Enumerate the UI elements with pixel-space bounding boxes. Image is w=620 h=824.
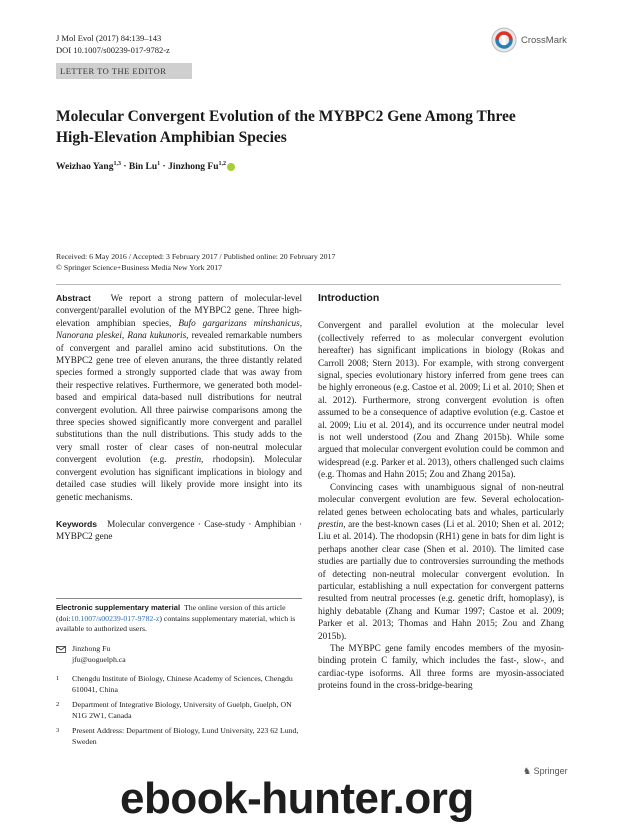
divider xyxy=(56,284,561,285)
author-separator: · xyxy=(160,162,169,173)
author-name[interactable]: Jinzhong Fu xyxy=(168,162,219,173)
paragraph: Convergent and parallel evolution at the molecular level (collectively referred to as molecular convergent evolution hereafter) has significant implications in biology (Rokas and Carroll 2008; Stern 2013). For example, with strong convergent signal, species evolutionary history inferred from gene trees can be highly erroneous (e.g. Castoe et al. 2009; Li et al. 2010; Shen et al. 2012). Furthermore, strong convergent evolution is often assumed to be a consequence of adaptive evolution (e.g. Castoe et al. 2009; Liu et al. 2014), and its occurrence under neutral model is not well understood (Zou and Zhang 2015b). While some argued that molecular convergent evolution could be common and widespread (e.g. Parker et al. 2013), others challenged such claims (e.g. Thomas and Hahn 2015; Zou and Zhang 2015a). xyxy=(318,320,564,480)
corresponding-author: Jinzhong Fu xyxy=(72,644,111,653)
affiliation-2 xyxy=(56,700,302,721)
abstract-text: We report a strong pattern of molecular-level convergent/parallel evolution of the MYBPC2 gene. Three high-elevation amphibian species, xyxy=(56,293,302,328)
paragraph: The MYBPC gene family encodes members of the myosin-binding protein C family, which includes the fast-, slow-, and cardiac-type isoforms. All three forms are myosin-associated proteins found in the cross-bridge-bearing xyxy=(318,642,564,691)
author-list xyxy=(56,161,235,172)
journal-citation: J Mol Evol (2017) 84:139–143 xyxy=(56,33,162,43)
paragraph-text: Convincing cases with unambiguous signal of non-neutral molecular convergent evolution are few. Several echolocation-related genes between echolocating bats and whales, particularly xyxy=(318,481,564,517)
abstract-column xyxy=(56,292,302,543)
esm-text: ) contains supplementary material, which is available to authorized users. xyxy=(56,613,296,633)
crossmark-badge[interactable] xyxy=(491,27,567,53)
paragraph-text: , are the best-known cases (Li et al. 2010; Shen et al. 2012; Liu et al. 2014). The rhodopsin (RH1) gene in bats for dim light is perhaps another clear case (Shen et al. 2010). The limited case studies are partially due to controversies surrounding the methods of detecting non-neutral molecular convergent evolution. In particular, establishing a null expectation for convergent patterns resulted from neutral processes (e.g. genetic drift, homoplasy), is highly debatable (Zhang and Kumar 1997; Castoe et al. 2009; Parker et al. 2013; Thomas and Hahn 2015; Zou and Zhang 2015b). xyxy=(318,518,564,641)
affiliation-ref[interactable]: 1,3 xyxy=(113,161,121,167)
author-name[interactable]: Weizhao Yang xyxy=(56,162,114,173)
publication-dates xyxy=(56,252,335,273)
esm-label: Electronic supplementary material xyxy=(56,603,181,612)
envelope-icon xyxy=(56,646,66,653)
watermark: ebook-hunter.org xyxy=(120,774,474,823)
springer-label: Springer xyxy=(533,766,568,776)
affiliation-text: Present Address: Department of Biology, Lund University, 223 62 Lund, Sweden xyxy=(72,726,299,746)
affiliation-1 xyxy=(56,674,302,695)
affiliation-ref[interactable]: 1,2 xyxy=(218,161,226,167)
affiliation-text: Department of Integrative Biology, University of Guelph, Guelph, ON N1G 2W1, Canada xyxy=(72,700,292,720)
author-name[interactable]: Bin Lu xyxy=(128,162,158,173)
affiliation-number: 2 xyxy=(56,701,60,708)
journal-header xyxy=(56,32,170,56)
crossmark-icon xyxy=(491,27,517,53)
author-separator: · xyxy=(120,162,129,173)
supplementary-note xyxy=(56,603,302,635)
affiliation-3 xyxy=(56,726,302,747)
copyright-line: © Springer Science+Business Media New York 2017 xyxy=(56,262,223,272)
keywords-text: Molecular convergence · Case-study · Amphibian · MYBPC2 gene xyxy=(56,518,302,542)
doi-link[interactable]: 10.1007/s00239-017-9782-z xyxy=(70,613,160,623)
correspondence xyxy=(56,644,302,665)
keywords-label: Keywords xyxy=(56,518,98,529)
footnote-divider xyxy=(56,598,302,599)
crossmark-label: CrossMark xyxy=(521,34,567,46)
abstract-label: Abstract xyxy=(56,293,91,303)
affiliation-text: Chengdu Institute of Biology, Chinese Academy of Sciences, Chengdu 610041, China xyxy=(72,674,293,694)
introduction-column xyxy=(318,292,564,692)
keywords xyxy=(56,518,302,543)
abstract-text: , revealed remarkable numbers of convergent and parallel amino acid substitutions. On the MYBPC2 gene tree of eleven anurans, the three distantly related species formed a strongly supported clade that was away from their respective relatives. Furthermore, we generated both model-based and empirical data-based null distributions for neutral convergent evolution. All three pairwise comparisons among the three species showed significantly more convergent and parallel substitutions than the null distributions. This study adds to the very small roster of clear cases of non-neutral molecular convergent evolution (e.g. xyxy=(56,330,302,465)
species-names: Bufo gargarizans minshanicus, Nanorana pleskei, Rana kukunoris xyxy=(56,317,302,341)
affiliation-number: 1 xyxy=(56,675,60,682)
esm-text: The online version of this article (doi: xyxy=(56,603,286,623)
affiliation-ref[interactable]: 1 xyxy=(157,161,161,167)
affiliation-number: 3 xyxy=(56,727,60,734)
history-dates: Received: 6 May 2016 / Accepted: 3 February 2017 / Published online: 20 February 2017 xyxy=(56,252,336,261)
doi-line: DOI 10.1007/s00239-017-9782-z xyxy=(56,45,170,55)
orcid-icon[interactable] xyxy=(227,163,235,171)
article-title: Molecular Convergent Evolution of the MYBPC2 Gene Among Three High-Elevation Amphibian Species xyxy=(56,108,516,146)
section-tag: LETTER TO THE EDITOR xyxy=(56,63,192,79)
gene-name: prestin xyxy=(175,454,202,465)
paragraph xyxy=(318,481,564,642)
gene-name: prestin xyxy=(318,518,344,529)
author-email[interactable]: jfu@uoguelph.ca xyxy=(72,654,126,664)
abstract-text: , rhodopsin). Molecular convergent evolution has significant implications in biology and detailed case studies will likely provide more insight into its genetic mechanisms. xyxy=(56,454,302,502)
abstract xyxy=(56,292,302,503)
section-heading: Introduction xyxy=(318,292,380,304)
springer-horse-icon: ♞ xyxy=(523,766,532,776)
